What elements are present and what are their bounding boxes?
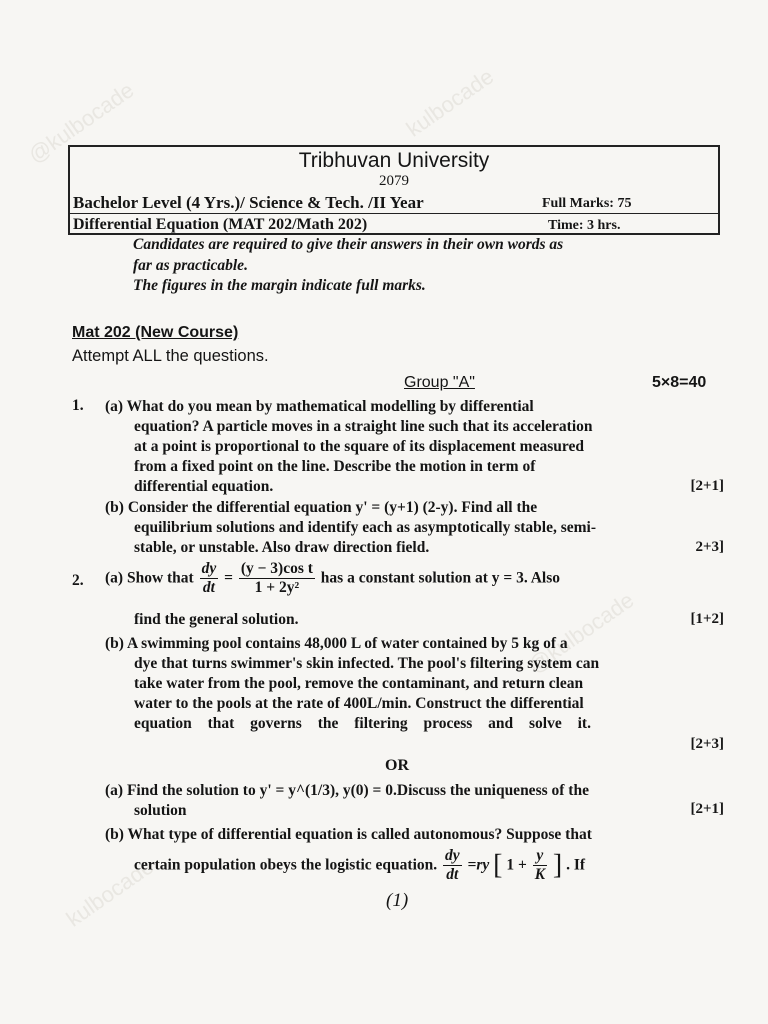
fraction-numerator: dy: [445, 847, 460, 864]
q1a-line: equation? A particle moves in a straight line such that its acceleration: [134, 418, 593, 435]
open-bracket: [: [493, 849, 503, 881]
q2or-a-line: (a) Find the solution to y' = y^(1/3), y(0) = 0.Discuss the uniqueness of the: [105, 782, 589, 799]
question-number: 2.: [72, 572, 84, 589]
fraction-denominator: 1 + 2y²: [254, 579, 300, 596]
q1a-line: (a) What do you mean by mathematical modelling by differential: [105, 398, 534, 415]
exam-header: [68, 145, 720, 235]
watermark: kulbocade: [401, 63, 499, 142]
dy-dt-fraction: [443, 847, 462, 884]
exam-year: 2079: [379, 173, 409, 189]
instruction-line-2: far as practicable.: [133, 257, 248, 274]
fraction-numerator: y: [533, 847, 547, 866]
instruction-line-1: Candidates are required to give their answers in their own words as: [133, 236, 564, 253]
dy-dt-fraction: [200, 560, 219, 597]
university-name: Tribhuvan University: [298, 149, 490, 172]
q1b-line: (b) Consider the differential equation y' = (y+1) (2-y). Find all the: [105, 499, 538, 516]
level-text: Bachelor Level (4 Yrs.)/ Science & Tech. /II Year: [73, 193, 424, 212]
q2or-b-line: (b) What type of differential equation is called autonomous? Suppose that: [105, 826, 592, 843]
q2b-marks: [2+3]: [690, 736, 724, 752]
group-marks: 5×8=40: [652, 374, 707, 391]
course-heading: Mat 202 (New Course): [72, 324, 239, 341]
exam-time: Time: 3 hrs.: [548, 218, 621, 233]
y-over-k-fraction: [533, 847, 547, 884]
watermark: @kulbocade: [23, 77, 139, 169]
inner-expression: 1 +: [506, 856, 527, 874]
or-divider: OR: [385, 757, 409, 774]
q2a-marks: [1+2]: [690, 611, 724, 627]
q2a-suffix: has a constant solution at y = 3. Also: [320, 569, 561, 587]
q1a-line: differential equation.: [134, 478, 274, 495]
q2b-line: take water from the pool, remove the contaminant, and return clean: [134, 675, 584, 692]
group-title: Group "A": [404, 374, 475, 391]
q2a-line: find the general solution.: [134, 611, 299, 628]
question-number: 1.: [72, 397, 84, 414]
fraction-numerator: dy: [201, 560, 217, 577]
q1b-marks: 2+3]: [695, 539, 724, 555]
q1b-line: equilibrium solutions and identify each as asymptotically stable, semi-: [134, 519, 597, 536]
full-marks: Full Marks: 75: [542, 196, 632, 211]
q2a-prefix: (a) Show that: [105, 569, 194, 587]
watermark: @kulbocade: [523, 587, 639, 679]
q1a-line: from a fixed point on the line. Describe the motion in term of: [134, 458, 536, 475]
fraction-denominator: dt: [446, 866, 459, 883]
q1a-marks: [2+1]: [690, 478, 724, 494]
subject-text: Differential Equation (MAT 202/Math 202): [73, 216, 368, 233]
q2or-a-marks: [2+1]: [690, 801, 724, 817]
q2or-b-equation-line: [134, 847, 585, 884]
q2b-line: equation that governs the filtering process and solve it.: [134, 715, 591, 732]
q2or-b-text: certain population obeys the logistic equation.: [134, 856, 438, 874]
q2or-a-line: solution: [134, 802, 187, 819]
fraction-denominator: K: [534, 866, 546, 883]
page-number: (1): [386, 890, 409, 911]
equation-tail: . If: [566, 856, 586, 874]
close-bracket: ]: [552, 849, 563, 881]
header-divider: [68, 213, 720, 214]
q2b-line: (b) A swimming pool contains 48,000 L of water contained by 5 kg of a: [105, 635, 568, 652]
q2b-line: dye that turns swimmer's skin infected. The pool's filtering system can: [134, 655, 600, 672]
equation-middle: =ry: [467, 856, 490, 874]
q2a-equation-line: (a) Show that $\frac{dy}{dt}$ = $\frac{\text{(y − 3)cos t}}{\text{1 + 2y²}}$ has a constant solution at y = 3. Also: [105, 560, 561, 596]
instruction-line-3: The figures in the margin indicate full marks.: [133, 277, 426, 294]
q2b-line: water to the pools at the rate of 400L/min. Construct the differential: [134, 695, 584, 712]
attempt-instruction: Attempt ALL the questions.: [72, 347, 269, 365]
fraction-numerator: (y − 3)cos t: [240, 560, 313, 577]
q1b-line: stable, or unstable. Also draw direction field.: [134, 539, 430, 556]
watermark: kulbocade: [61, 853, 159, 932]
fraction-denominator: dt: [202, 579, 215, 596]
q1a-line: at a point is proportional to the square of its displacement measured: [134, 438, 584, 455]
rhs-fraction: [239, 560, 315, 597]
